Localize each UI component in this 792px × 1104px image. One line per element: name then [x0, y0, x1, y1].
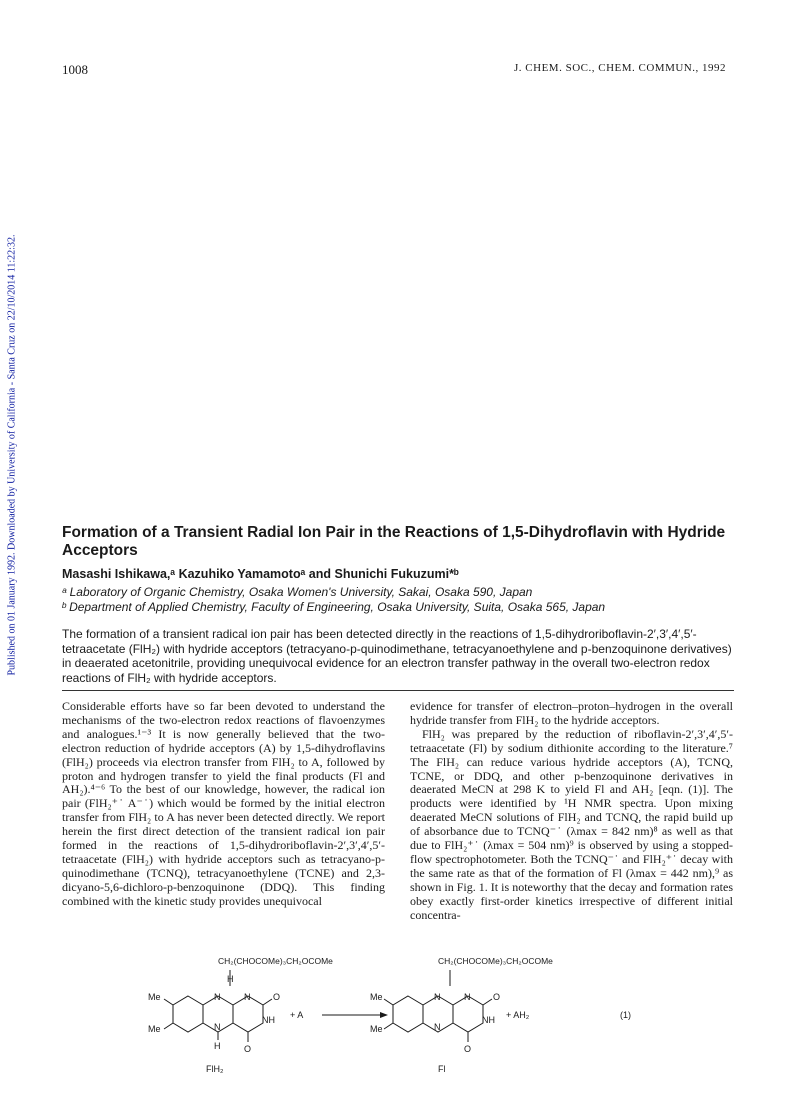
n10-label: N: [434, 992, 441, 1002]
body-paragraph: FlH₂ was prepared by the reduction of riboflavin-2′,3′,4′,5′-tetraacetate (Fl) by sodium dithionite according to the literature.⁷ The FlH₂ can reduce various hydride acceptors (A), TCNQ, TCNE, or DDQ, and other p-benzoquinone derivatives in deaerated MeCN at 298 K to yield Fl and AH₂ [eqn. (1)]. The products were identified by ¹H NMR spectra. Upon mixing deaerated MeCN solutions of FlH₂ and TCNQ, the rapid build up of absorbance due to TCNQ⁻˙ (λmax = 842 nm)⁸ as well as that due to FlH₂⁺˙ (λmax = 504 nm)⁹ is observed by using a stopped-flow spectrophotometer. Both the TCNQ⁻˙ and FlH₂⁺˙ decay with the same rate as that of the formation of Fl (λmax = 442 nm),⁹ as shown in Fig. 1. It is noteworthy that the decay and formation rates obey exactly first-order kinetics irrespective of different initial concentra-: [410, 726, 733, 922]
oxo-top: O: [273, 992, 281, 1002]
arrow-head: [380, 1012, 388, 1018]
download-watermark: Published on 01 January 1992. Downloaded by University of California - Santa Cruz on 22/10/2014 11:22:32.: [6, 234, 18, 676]
body-paragraph: Considerable efforts have so far been devoted to understand the mechanisms of the two-electron redox reactions of flavoenzymes and analogues.¹⁻³ It is now generally believed that the two-electron reduction of hydride acceptors (A) by 1,5-dihydroflavins (FlH₂) proceeds via electron transfer from FlH₂ to A, followed by proton and hydrogen transfer to yield the final products (Fl and AH₂).⁴⁻⁶ To the best of our knowledge, however, the radical ion pair (FlH₂⁺˙ A⁻˙) which would be formed by the initial electron transfer from FlH₂ to A has never been detected directly. We report herein the first direct detection of the transient radical ion pair formed in the reactions of 1,5-dihydroriboflavin-2′,3′,4′,5′-tetraacetate (FlH₂) with hydride acceptors such as tetracyano-p-quinodimethane (TCNQ), tetracyanoethylene (TCNE) and 2,3-dicyano-5,6-dichloro-p-benzoquinone (DDQ). This finding combined with the kinetic study provides unequivocal: [62, 699, 385, 908]
affiliation-a: ᵃ Laboratory of Organic Chemistry, Osaka Women's University, Sakai, Osaka 590, Japan: [62, 585, 533, 599]
n3-label: NH: [482, 1015, 495, 1025]
oxo-top: O: [493, 992, 501, 1002]
article-authors: Masashi Ishikawa,ᵃ Kazuhiko Yamamotoᵃ and Shunichi Fukuzumi*ᵇ: [62, 567, 459, 581]
n1-label: N: [464, 992, 471, 1002]
journal-header: J. CHEM. SOC., CHEM. COMMUN., 1992: [514, 62, 726, 74]
n5-label: N: [214, 1022, 221, 1032]
substituent-label: CH₂(CHOCOMe)₃CH₂OCOMe: [218, 956, 333, 966]
divider: [62, 690, 734, 691]
equation-number: (1): [620, 1010, 631, 1020]
reaction-scheme: [0, 950, 792, 1100]
methyl-bottom: Me: [148, 1024, 161, 1034]
article-title: Formation of a Transient Radial Ion Pair in the Reactions of 1,5-Dihydroflavin with Hydride Acceptors: [62, 524, 726, 559]
oxo-bottom: O: [464, 1044, 472, 1054]
n5-label: N: [434, 1022, 441, 1032]
n1-label: N: [244, 992, 251, 1002]
oxo-bottom: O: [244, 1044, 252, 1054]
reactant-label: FlH₂: [206, 1064, 224, 1074]
plus-ah2: + AH₂: [506, 1010, 530, 1020]
page-number: 1008: [62, 62, 88, 77]
product-label: Fl: [438, 1064, 446, 1074]
body-paragraph: evidence for transfer of electron–proton–hydrogen in the overall hydride transfer from FlH₂ to the hydride acceptors.: [410, 699, 733, 727]
nh-hydrogen: H: [227, 974, 234, 984]
methyl-bottom: Me: [370, 1024, 383, 1034]
abstract: The formation of a transient radical ion pair has been detected directly in the reactions of 1,5-dihydroriboflavin-2′,3′,4′,5′-tetraacetate (FlH₂) with hydride acceptors (tetracyano-p-quinodimethane, tetracyanoethylene and p-benzoquinone derivatives) in deaerated acetonitrile, providing unequivocal evidence for an electron transfer pathway in the overall two-electron redox reactions of FlH₂ with hydride acceptors.: [62, 627, 732, 685]
methyl-top: Me: [370, 992, 383, 1002]
body-column-right: [410, 700, 733, 923]
substituent-label: CH₂(CHOCOMe)₃CH₂OCOMe: [438, 956, 553, 966]
n3-label: NH: [262, 1015, 275, 1025]
n5-hydrogen: H: [214, 1041, 221, 1051]
affiliation-b: ᵇ Department of Applied Chemistry, Faculty of Engineering, Osaka University, Suita, Osaka 565, Japan: [62, 600, 606, 614]
plus-a: + A: [290, 1010, 304, 1020]
body-column-left: [62, 700, 385, 909]
methyl-top: Me: [148, 992, 161, 1002]
n10-label: N: [214, 992, 221, 1002]
